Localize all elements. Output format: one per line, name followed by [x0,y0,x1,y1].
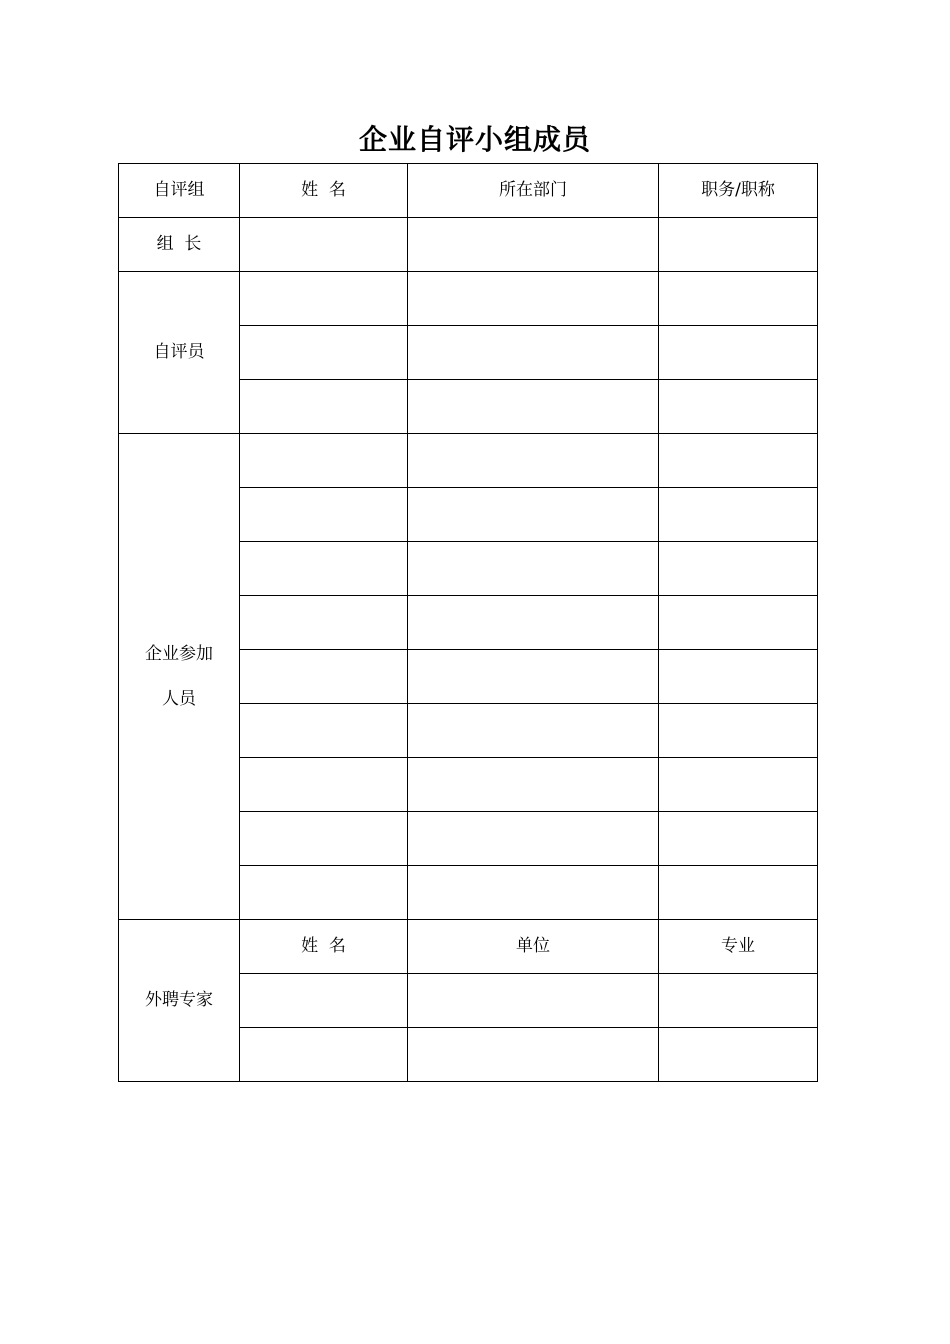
name-cell[interactable] [240,434,408,488]
name-cell[interactable] [240,704,408,758]
header-group: 自评组 [119,164,240,218]
department-cell[interactable] [408,434,659,488]
position-cell[interactable] [659,272,818,326]
header-row [119,164,818,218]
name-cell[interactable] [240,812,408,866]
group-label-participants [119,434,240,920]
department-cell[interactable] [408,272,659,326]
name-cell[interactable] [240,650,408,704]
position-cell[interactable] [659,650,818,704]
expert-header-row [119,920,818,974]
participants-label-line2: 人员 [162,688,196,709]
department-cell[interactable] [408,812,659,866]
name-cell[interactable] [240,488,408,542]
participants-label-line1: 企业参加 [145,644,213,665]
group-label-leader: 组 长 [119,218,240,272]
page-title: 企业自评小组成员 [358,123,591,156]
specialty-cell[interactable] [659,1028,818,1082]
name-cell[interactable] [240,542,408,596]
department-cell[interactable] [408,596,659,650]
name-cell[interactable] [240,758,408,812]
position-cell[interactable] [659,218,818,272]
department-cell[interactable] [408,380,659,434]
department-cell[interactable] [408,542,659,596]
group-label-assessors: 自评员 [119,272,240,434]
name-cell[interactable] [240,218,408,272]
group-label-experts: 外聘专家 [119,920,240,1082]
unit-cell[interactable] [408,974,659,1028]
department-cell[interactable] [408,704,659,758]
header-position: 职务/职称 [659,164,818,218]
position-cell[interactable] [659,542,818,596]
specialty-cell[interactable] [659,974,818,1028]
position-cell[interactable] [659,704,818,758]
department-cell[interactable] [408,650,659,704]
expert-header-unit: 单位 [408,920,659,974]
department-cell[interactable] [408,218,659,272]
position-cell[interactable] [659,434,818,488]
expert-header-name: 姓 名 [240,920,408,974]
name-cell[interactable] [240,974,408,1028]
name-cell[interactable] [240,380,408,434]
table-row [119,272,818,326]
expert-header-specialty: 专业 [659,920,818,974]
unit-cell[interactable] [408,1028,659,1082]
header-name: 姓 名 [240,164,408,218]
name-cell[interactable] [240,596,408,650]
position-cell[interactable] [659,488,818,542]
position-cell[interactable] [659,380,818,434]
table-row [119,218,818,272]
name-cell[interactable] [240,272,408,326]
position-cell[interactable] [659,812,818,866]
header-department: 所在部门 [408,164,659,218]
department-cell[interactable] [408,488,659,542]
name-cell[interactable] [240,326,408,380]
department-cell[interactable] [408,326,659,380]
name-cell[interactable] [240,866,408,920]
position-cell[interactable] [659,326,818,380]
table-row [119,434,818,488]
department-cell[interactable] [408,866,659,920]
department-cell[interactable] [408,758,659,812]
position-cell[interactable] [659,758,818,812]
name-cell[interactable] [240,1028,408,1082]
position-cell[interactable] [659,596,818,650]
position-cell[interactable] [659,866,818,920]
members-table [118,163,818,1082]
